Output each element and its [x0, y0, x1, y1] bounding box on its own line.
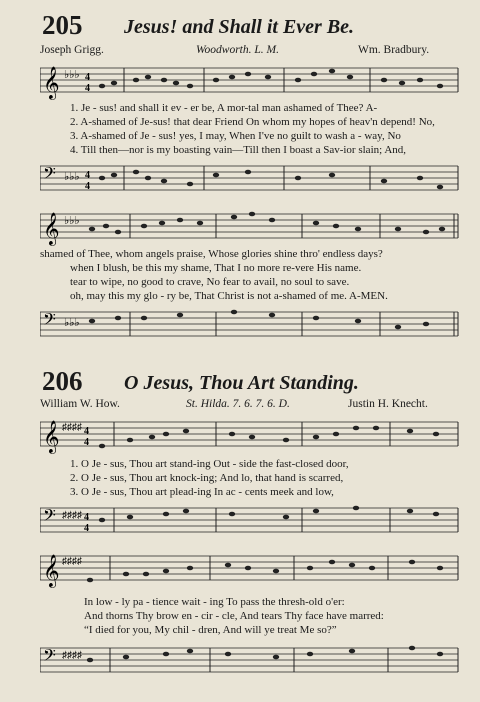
bass-clef-icon: 𝄢 — [43, 505, 56, 529]
hymn-title: Jesus! and Shall it Ever Be. — [124, 16, 355, 38]
flat-signs-icon: ♭♭♭ — [64, 69, 80, 81]
verse-line: In low - ly pa - tience wait - ing To pass the thresh-old o'er: — [84, 596, 345, 608]
flat-signs-icon: ♭♭♭ — [64, 215, 80, 227]
hymn-206-header — [0, 366, 480, 400]
treble-staff — [40, 62, 460, 100]
author: Joseph Grigg. — [40, 44, 104, 56]
flat-signs-icon: ♭♭♭ — [64, 317, 80, 329]
hymn-number: 205 — [42, 10, 83, 40]
svg-text:4: 4 — [85, 72, 90, 83]
verse-line: when I blush, be this my shame, That I no more re-vere His name. — [70, 262, 362, 274]
verse-line: tear to wipe, no good to crave, No fear to avail, no soul to save. — [70, 276, 350, 288]
treble-staff — [40, 208, 460, 246]
bass-staff — [40, 642, 460, 680]
verse-line: And thorns Thy brow en - cir - cle, And tears Thy face have marred: — [84, 610, 384, 622]
verse-line: 2. O Je - sus, Thou art knock-ing; And lo, that hand is scarred, — [70, 472, 344, 484]
staff-lines — [40, 68, 458, 92]
treble-staff — [40, 550, 460, 590]
treble-clef-icon: 𝄞 — [43, 420, 60, 453]
flat-signs-icon: ♭♭♭ — [64, 171, 80, 183]
bass-clef-icon: 𝄢 — [43, 163, 56, 187]
verse-line: oh, may this my glo - ry be, That Christ is not a-shamed of me. A-MEN. — [70, 290, 388, 302]
author: William W. How. — [40, 398, 120, 410]
hymn-title: O Jesus, Thou Art Standing. — [124, 372, 359, 394]
verse-line: “I died for you, My chil - dren, And will ye treat Me so?” — [84, 624, 337, 636]
bass-staff — [40, 306, 460, 344]
verse-line: 3. O Je - sus, Thou art plead-ing In ac - cents meek and low, — [70, 486, 334, 498]
sharp-signs-icon: ♯♯♯♯ — [62, 510, 82, 521]
hymn-206-credits — [0, 398, 480, 414]
treble-clef-icon: 𝄞 — [43, 554, 60, 587]
bass-staff — [40, 502, 460, 540]
verse-line: 1. O Je - sus, Thou art stand-ing Out - side the fast-closed door, — [70, 458, 349, 470]
sharp-signs-icon: ♯♯♯♯ — [62, 422, 82, 433]
verse-line: 2. A-shamed of Je-sus! that dear Friend On whom my hopes of heav'n depend! No, — [70, 116, 435, 128]
hymn-205-credits — [0, 44, 480, 60]
treble-staff — [40, 416, 460, 456]
composer: Wm. Bradbury. — [358, 44, 430, 56]
verse-line: shamed of Thee, whom angels praise, Whose glories shine thro' endless days? — [40, 248, 383, 260]
svg-text:4: 4 — [84, 437, 89, 448]
sharp-signs-icon: ♯♯♯♯ — [62, 650, 82, 661]
verse-line: 3. A-shamed of Je - sus! yes, I may, When I've no guilt to wash a - way, No — [70, 130, 401, 142]
svg-text:4: 4 — [84, 426, 89, 437]
tune-name: Woodworth. L. M. — [196, 44, 279, 56]
tune-name: St. Hilda. 7. 6. 7. 6. D. — [186, 398, 290, 410]
svg-text:4: 4 — [85, 170, 90, 181]
sharp-signs-icon: ♯♯♯♯ — [62, 556, 82, 567]
treble-clef-icon: 𝄞 — [43, 212, 60, 245]
verse-line: 1. Je - sus! and shall it ev - er be, A mor-tal man ashamed of Thee? A- — [70, 102, 378, 114]
bass-clef-icon: 𝄢 — [43, 309, 56, 333]
bass-staff — [40, 160, 460, 198]
hymn-number: 206 — [42, 366, 83, 396]
svg-text:4: 4 — [85, 181, 90, 192]
verse-line: 4. Till then—nor is my boasting vain—Till then I boast a Sav-ior slain; And, — [70, 144, 407, 156]
treble-clef-icon: 𝄞 — [43, 66, 60, 99]
composer: Justin H. Knecht. — [348, 398, 428, 410]
hymn-205-header — [0, 10, 480, 44]
svg-text:4: 4 — [84, 512, 89, 523]
bass-clef-icon: 𝄢 — [43, 645, 56, 669]
svg-text:4: 4 — [84, 523, 89, 534]
svg-text:4: 4 — [85, 83, 90, 94]
note-heads — [99, 69, 443, 89]
